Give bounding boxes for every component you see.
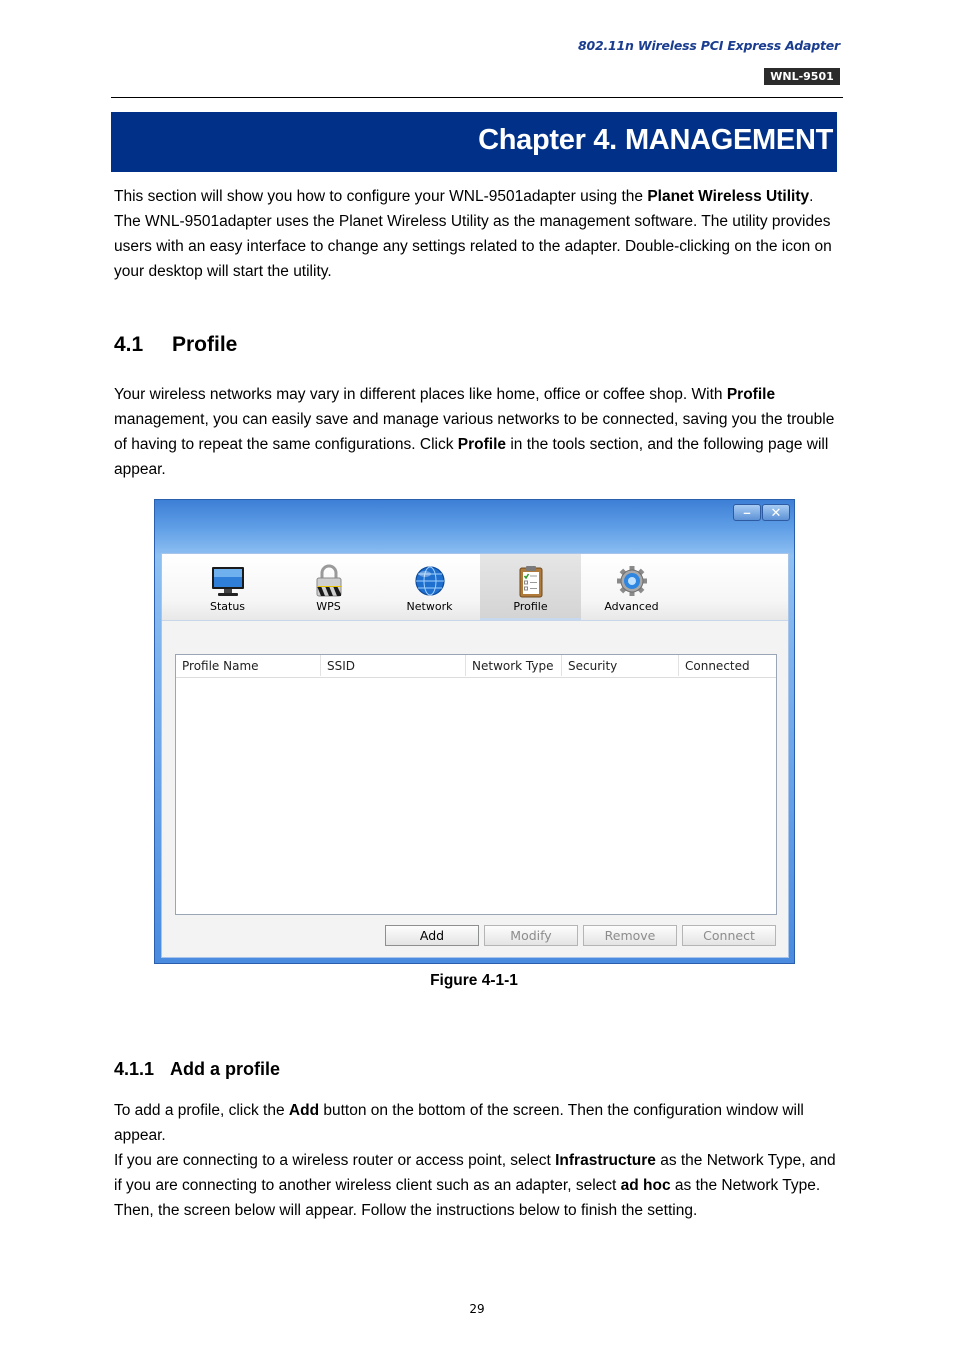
header-divider — [111, 97, 843, 98]
chapter-title: MANAGEMENT — [624, 124, 833, 156]
header-product-name: 802.11n Wireless PCI Express Adapter — [578, 38, 840, 53]
column-header-profile-name[interactable]: Profile Name — [176, 655, 321, 676]
chapter-number: Chapter 4. — [478, 124, 617, 156]
globe-icon — [412, 564, 448, 598]
close-button[interactable]: ✕ — [762, 504, 790, 521]
minimize-button[interactable]: – — [733, 504, 761, 521]
column-header-ssid[interactable]: SSID — [321, 655, 466, 676]
tool-wps[interactable] — [278, 554, 379, 618]
wireless-utility-window — [154, 499, 795, 964]
network-type-paragraph: If you are connecting to a wireless router or access point, select Infrastructure as the Network Type, and if you are connecting to another wireless client such as an adapter, select ad hoc as the Network Type. Then, the screen below will appear. Follow the instructions below to finish the setting. — [114, 1152, 836, 1219]
column-header-connected[interactable]: Connected — [685, 659, 750, 673]
monitor-icon — [210, 564, 246, 598]
utility-client-area — [161, 553, 789, 958]
column-header-security[interactable]: Security — [562, 655, 679, 676]
figure-caption: Figure 4-1-1 — [430, 972, 518, 989]
add-profile-paragraph: To add a profile, click the Add button on the bottom of the screen. Then the configuration window will appear. — [114, 1102, 804, 1144]
profile-list-header — [176, 655, 776, 678]
tools-toolbar — [162, 554, 788, 621]
add-button[interactable]: Add — [385, 925, 479, 946]
profile-list[interactable] — [175, 654, 777, 915]
profile-paragraph: Your wireless networks may vary in different places like home, office or coffee shop. With Profile management, you can easily save and manage various networks to be connected, saving you the trouble of having to repeat the same configurations. Click Profile in the tools section, and the following page will appear. — [114, 386, 835, 478]
intro-paragraph: This section will show you how to configure your WNL-9501adapter using the Planet Wireless Utility. The WNL-9501adapter uses the Planet Wireless Utility as the management software. The utility provides users with an easy interface to change any settings related to the adapter. Double-clicking on the icon on your desktop will start the utility. — [114, 188, 832, 280]
tool-profile[interactable] — [480, 554, 581, 620]
tool-label: WPS — [316, 600, 341, 613]
column-header-network-type[interactable]: Network Type — [466, 655, 562, 676]
connect-button[interactable]: Connect — [682, 925, 776, 946]
tool-label: Profile — [513, 600, 548, 613]
tool-label: Network — [406, 600, 453, 613]
section-heading-profile: 4.1 Profile — [114, 333, 238, 356]
tool-network[interactable] — [379, 554, 480, 618]
remove-button[interactable]: Remove — [583, 925, 677, 946]
padlock-icon — [311, 564, 347, 598]
chapter-banner — [111, 112, 837, 172]
page-number: 29 — [469, 1302, 485, 1316]
tool-advanced[interactable] — [581, 554, 682, 618]
clipboard-icon — [513, 564, 549, 598]
chapter-heading — [478, 124, 833, 157]
tool-label: Status — [209, 600, 246, 613]
utility-name: Planet Wireless Utility — [647, 188, 810, 205]
section-heading-add-profile: 4.1.1 Add a profile — [114, 1059, 281, 1079]
modify-button[interactable]: Modify — [484, 925, 578, 946]
header-model-badge: WNL-9501 — [764, 68, 840, 85]
gear-icon — [614, 564, 650, 598]
tool-status[interactable] — [177, 554, 278, 618]
tool-label: Advanced — [604, 600, 659, 613]
